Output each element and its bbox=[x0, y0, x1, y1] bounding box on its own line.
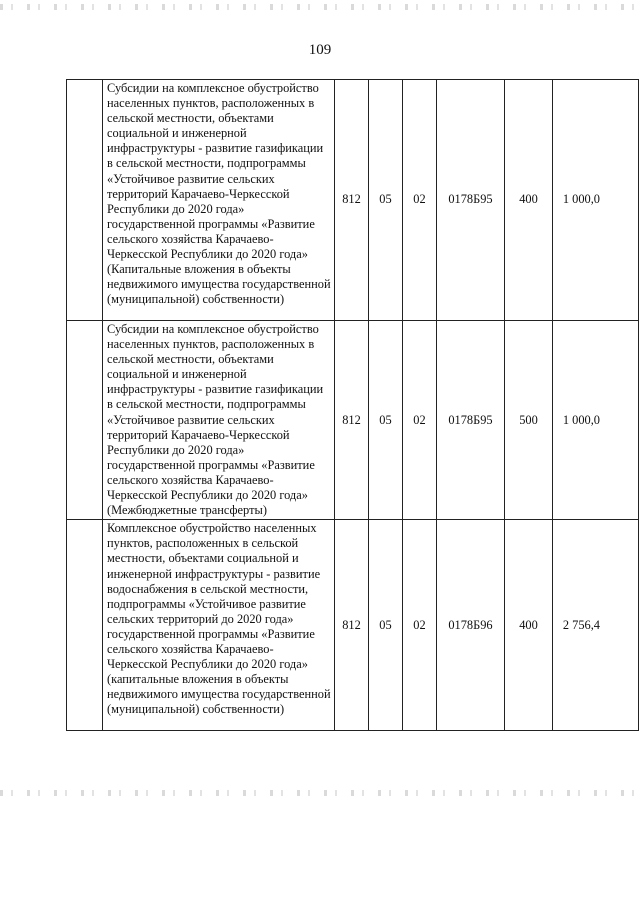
amount-cell: 2 756,4 bbox=[553, 520, 639, 731]
budget-table bbox=[66, 79, 639, 731]
table-row bbox=[67, 520, 639, 731]
row-number-cell bbox=[67, 321, 103, 520]
table-row bbox=[67, 321, 639, 520]
subsection-code-cell: 02 bbox=[403, 520, 437, 731]
expense-type-cell: 500 bbox=[505, 321, 553, 520]
row-number-cell bbox=[67, 80, 103, 321]
section-code-cell: 05 bbox=[369, 80, 403, 321]
section-code-cell: 05 bbox=[369, 520, 403, 731]
expense-type-cell: 400 bbox=[505, 80, 553, 321]
description-cell: Субсидии на комплексное обустройство населенных пунктов, расположенных в сельской местности, объектами социальной и инженерной инфраструктуры - развитие газификации в сельской местности, подпрограммы «Устойчивое развитие сельских территорий Карачаево-Черкесской Республики до 2020 года» государственной программы «Развитие сельского хозяйства Карачаево-Черкесской Республики до 2020 года» (Межбюджетные трансферты) bbox=[103, 321, 335, 520]
scan-artifact-bottom bbox=[0, 790, 640, 796]
ministry-code-cell: 812 bbox=[335, 80, 369, 321]
target-code-cell: 0178Б95 bbox=[437, 321, 505, 520]
target-code-cell: 0178Б95 bbox=[437, 80, 505, 321]
scan-artifact-top bbox=[0, 4, 640, 10]
subsection-code-cell: 02 bbox=[403, 321, 437, 520]
target-code-cell: 0178Б96 bbox=[437, 520, 505, 731]
section-code-cell: 05 bbox=[369, 321, 403, 520]
description-cell: Комплексное обустройство населенных пунктов, расположенных в сельской местности, объектами социальной и инженерной инфраструктуры - развитие водоснабжения в сельской местности, подпрограммы «Устойчивое развитие сельских территорий до 2020 года» государственной программы «Развитие сельского хозяйства Карачаево-Черкесской Республики до 2020 года» (капитальные вложения в объекты недвижимого имущества государственной (муниципальной) собственности) bbox=[103, 520, 335, 731]
ministry-code-cell: 812 bbox=[335, 321, 369, 520]
row-number-cell bbox=[67, 520, 103, 731]
subsection-code-cell: 02 bbox=[403, 80, 437, 321]
table-row bbox=[67, 80, 639, 321]
amount-cell: 1 000,0 bbox=[553, 80, 639, 321]
amount-cell: 1 000,0 bbox=[553, 321, 639, 520]
page-number: 109 bbox=[308, 42, 332, 58]
description-cell: Субсидии на комплексное обустройство населенных пунктов, расположенных в сельской местности, объектами социальной и инженерной инфраструктуры - развитие газификации в сельской местности, подпрограммы «Устойчивое развитие сельских территорий Карачаево-Черкесской Республики до 2020 года» государственной программы «Развитие сельского хозяйства Карачаево-Черкесской Республики до 2020 года» (Капитальные вложения в объекты недвижимого имущества государственной (муниципальной) собственности) bbox=[103, 80, 335, 321]
expense-type-cell: 400 bbox=[505, 520, 553, 731]
ministry-code-cell: 812 bbox=[335, 520, 369, 731]
